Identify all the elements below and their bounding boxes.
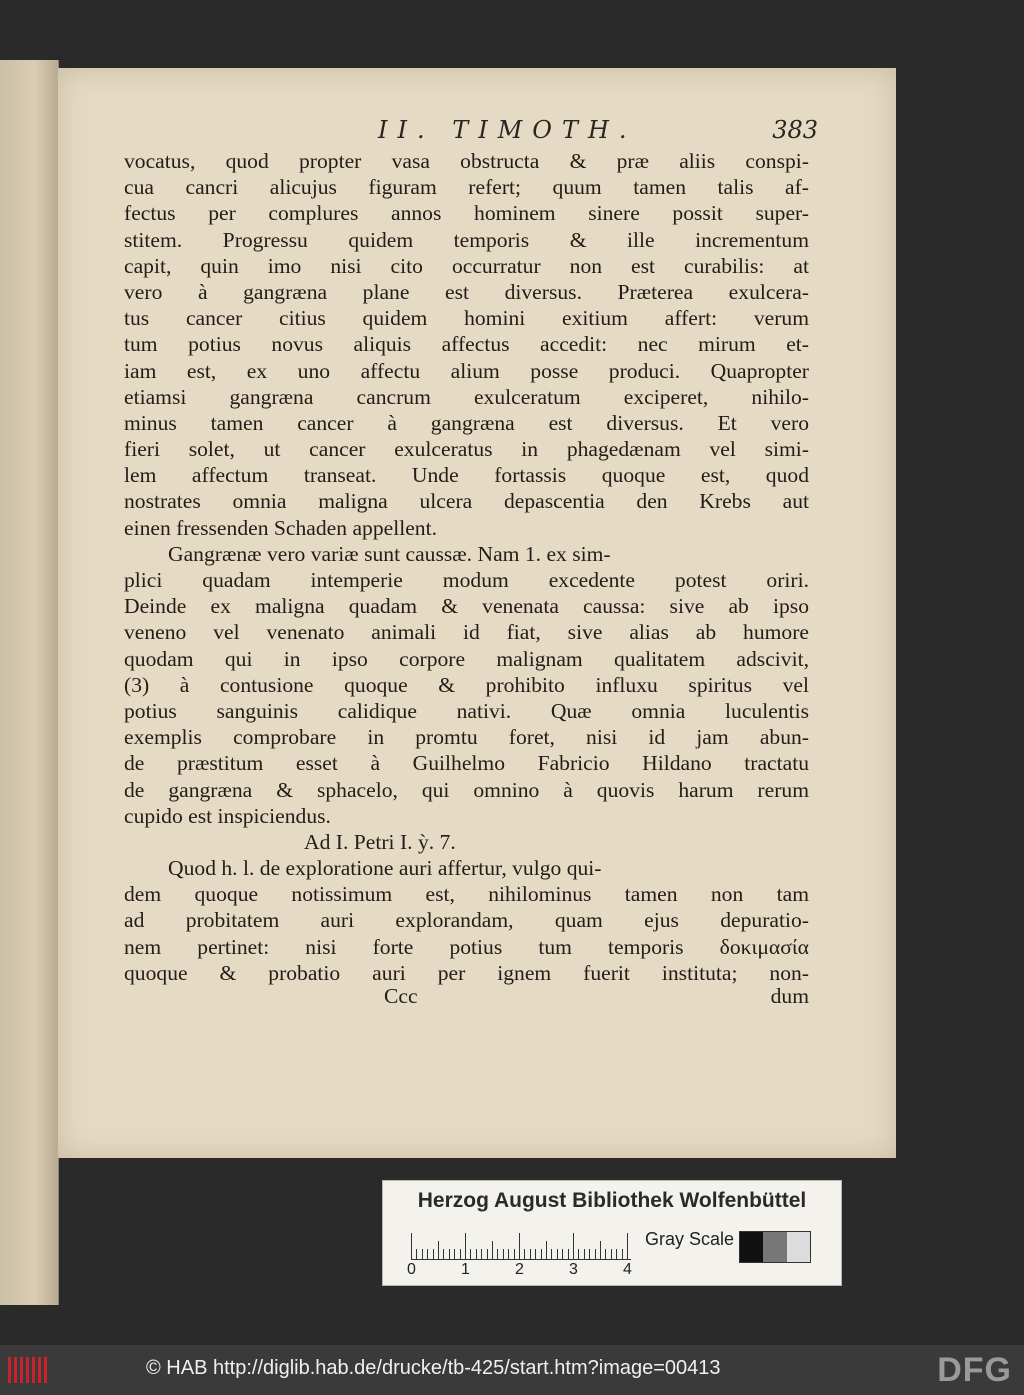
ruler-tick — [595, 1249, 596, 1259]
text-line: Quod h. l. de exploratione auri affertur, vulgo qui- — [168, 856, 602, 881]
text-line: nem pertinet: nisi forte potius tum temporis δοκιμασία — [124, 934, 809, 959]
ruler-number: 2 — [515, 1261, 524, 1278]
text-line: exemplis comprobare in promtu foret, nisi id jam abun- — [124, 725, 809, 750]
ruler-tick — [514, 1249, 515, 1259]
ruler-tick — [573, 1233, 574, 1259]
text-line: plici quadam intemperie modum excedente potest oriri. — [124, 568, 809, 592]
text-line: nostrates omnia maligna ulcera depascentia den Krebs aut — [124, 489, 809, 514]
ruler-tick — [503, 1249, 504, 1259]
ruler-tick — [476, 1249, 477, 1259]
text-line: ad probitatem auri explorandam, quam ejus depuratio- — [124, 908, 809, 933]
grayscale-label: Gray Scale — [645, 1229, 735, 1249]
ruler-tick — [541, 1249, 542, 1259]
grayscale-swatch — [763, 1232, 786, 1262]
text-line: dem quoque notissimum est, nihilominus tamen non tam — [124, 882, 809, 907]
text-line: etiamsi gangræna cancrum exulceratum exciperet, nihilo- — [124, 384, 809, 409]
barcode-icon — [8, 1357, 48, 1383]
ruler-tick — [627, 1233, 628, 1259]
printer-signature: Ccc — [384, 984, 418, 1008]
ruler-tick — [497, 1249, 498, 1259]
ruler-tick — [433, 1249, 434, 1259]
catchword: dum — [770, 984, 809, 1008]
ruler-tick — [605, 1249, 606, 1259]
text-line: Ad I. Petri I. ỳ. 7. — [304, 829, 456, 854]
ruler-tick — [454, 1249, 455, 1259]
ruler-tick — [600, 1241, 601, 1259]
ruler-tick — [519, 1233, 520, 1259]
ruler-tick — [611, 1249, 612, 1259]
text-line: einen fressenden Schaden appellent. — [124, 515, 437, 540]
grayscale-swatches — [739, 1231, 811, 1263]
running-head-title: II. TIMOTH. — [378, 116, 637, 144]
ruler-tick — [551, 1249, 552, 1259]
grayscale-swatch — [787, 1232, 810, 1262]
ruler-tick — [443, 1249, 444, 1259]
text-line: Gangrænæ vero variæ sunt caussæ. Nam 1. ex sim- — [168, 541, 611, 566]
ruler-number: 1 — [461, 1261, 470, 1278]
ruler-tick — [578, 1249, 579, 1259]
ruler-tick — [546, 1241, 547, 1259]
running-head — [118, 116, 818, 150]
ruler-tick — [622, 1249, 623, 1259]
text-line: vocatus, quod propter vasa obstructa & præ aliis conspi- — [124, 149, 809, 173]
ruler-number: 3 — [569, 1261, 578, 1278]
book-page — [58, 68, 896, 1158]
ruler-tick — [460, 1249, 461, 1259]
text-line: (3) à contusione quoque & prohibito influxu spiritus vel — [124, 672, 809, 697]
text-line: lem affectum transeat. Unde fortassis quoque est, quod — [124, 463, 809, 488]
ruler-tick — [616, 1249, 617, 1259]
text-line: stitem. Progressu quidem temporis & ille incrementum — [124, 227, 809, 252]
ruler-tick — [481, 1249, 482, 1259]
text-line: vero à gangræna plane est diversus. Præterea exulcera- — [124, 279, 809, 304]
text-block — [124, 148, 809, 986]
grayscale-swatch — [740, 1232, 763, 1262]
ruler-tick — [568, 1249, 569, 1259]
text-line: iam est, ex uno affectu alium posse produci. Quapropter — [124, 358, 809, 383]
ruler-tick — [470, 1249, 471, 1259]
dfg-logo: DFG — [937, 1351, 1012, 1389]
text-line: fieri solet, ut cancer exulceratus in phagedænam vel simi- — [124, 437, 809, 462]
signature-line — [124, 984, 809, 1012]
ruler-tick — [487, 1249, 488, 1259]
text-line: quodam qui in ipso corpore malignam qualitatem adscivit, — [124, 646, 809, 671]
text-line: Deinde ex maligna quadam & venenata caussa: sive ab ipso — [124, 594, 809, 619]
ruler-number: 0 — [407, 1261, 416, 1278]
ruler-tick — [557, 1249, 558, 1259]
page-number: 383 — [772, 116, 818, 144]
previous-page-edge — [0, 60, 59, 1305]
ruler-tick — [449, 1249, 450, 1259]
measurement-ruler — [411, 1233, 631, 1260]
ruler-tick — [411, 1233, 412, 1259]
ruler-tick — [492, 1241, 493, 1259]
text-line: fectus per complures annos hominem sinere possit super- — [124, 201, 809, 226]
ruler-tick — [530, 1249, 531, 1259]
text-line: quoque & probatio auri per ignem fuerit instituta; non- — [124, 960, 809, 985]
ruler-tick — [427, 1249, 428, 1259]
ruler-tick — [416, 1249, 417, 1259]
ruler-tick — [438, 1241, 439, 1259]
ruler-tick — [524, 1249, 525, 1259]
text-line: tum potius novus aliquis affectus accedit: nec mirum et- — [124, 332, 809, 357]
ruler-tick — [562, 1249, 563, 1259]
text-line: de gangræna & sphacelo, qui omnino à quovis harum rerum — [124, 777, 809, 802]
ruler-tick — [535, 1249, 536, 1259]
text-line: de præstitum esset à Guilhelmo Fabricio Hildano tractatu — [124, 751, 809, 776]
color-calibration-card — [382, 1180, 842, 1286]
text-line: cupido est inspiciendus. — [124, 803, 331, 828]
library-name: Herzog August Bibliothek Wolfenbüttel — [417, 1189, 807, 1212]
text-line: potius sanguinis calidique nativi. Quæ omnia luculentis — [124, 698, 809, 723]
ruler-tick — [465, 1233, 466, 1259]
ruler-tick — [508, 1249, 509, 1259]
text-line: veneno vel venenato animali id fiat, sive alias ab humore — [124, 620, 809, 645]
footer-bar — [0, 1345, 1024, 1395]
ruler-number: 4 — [623, 1261, 632, 1278]
text-line: minus tamen cancer à gangræna est diversus. Et vero — [124, 410, 809, 435]
copyright-url[interactable]: © HAB http://diglib.hab.de/drucke/tb-425/start.htm?image=00413 — [146, 1357, 721, 1379]
text-line: cua cancri alicujus figuram refert; quum tamen talis af- — [124, 175, 809, 200]
ruler-tick — [422, 1249, 423, 1259]
ruler-tick — [589, 1249, 590, 1259]
text-line: tus cancer citius quidem homini exitium affert: verum — [124, 306, 809, 331]
ruler-tick — [584, 1249, 585, 1259]
text-line: capit, quin imo nisi cito occurratur non est curabilis: at — [124, 253, 809, 278]
